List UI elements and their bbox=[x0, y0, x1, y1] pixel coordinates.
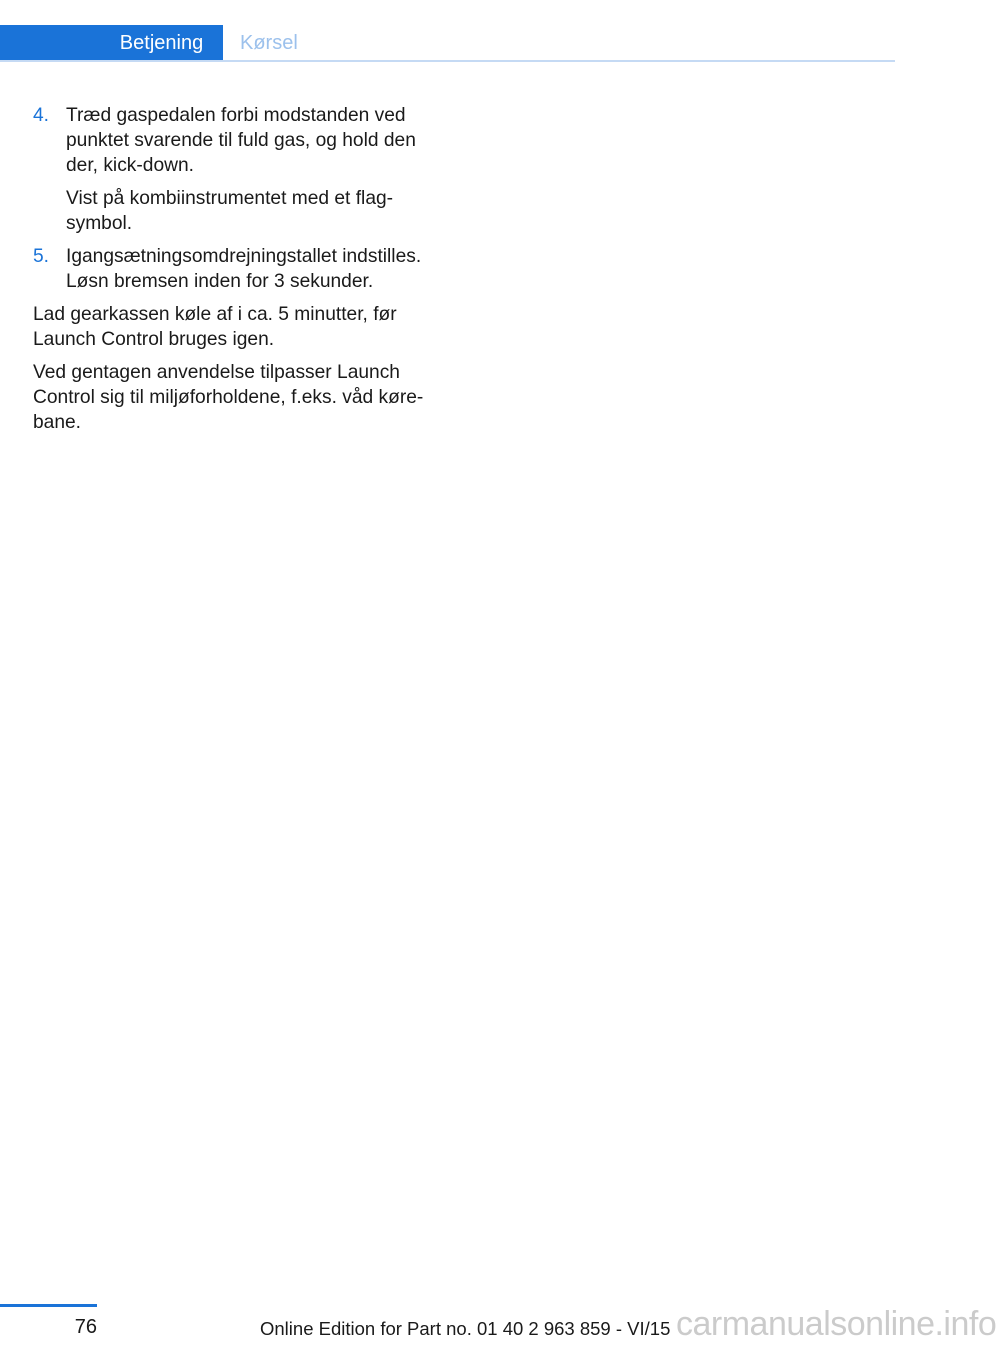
tab-korsel[interactable]: Kørsel bbox=[240, 32, 298, 54]
list-item-text bbox=[66, 244, 443, 294]
list-item-paragraph: Træd gaspedalen forbi modstanden ved punktet svarende til fuld gas, og hold den der, kick-down. bbox=[66, 105, 416, 176]
page-header bbox=[0, 0, 895, 62]
main-content bbox=[33, 103, 443, 443]
list-item-number: 4. bbox=[33, 105, 50, 126]
body-paragraph: Lad gearkassen køle af i ca. 5 minutter, før Launch Control bruges igen. bbox=[33, 304, 397, 350]
header-divider bbox=[0, 60, 895, 62]
tab-betjening[interactable]: Betjening bbox=[119, 32, 204, 54]
body-paragraph: Ved gentagen anvendelse tilpasser Launch Control sig til miljøforholdene, f.eks. våd køre-bane. bbox=[33, 362, 424, 433]
footer-divider bbox=[0, 1304, 97, 1307]
list-item-text bbox=[66, 103, 443, 236]
list-item bbox=[33, 103, 443, 236]
list-item-paragraph: Igangsætningsomdrejningstallet indstilles. Løsn bremsen inden for 3 sekunder. bbox=[66, 246, 422, 292]
list-item-number: 5. bbox=[33, 246, 50, 267]
list-item-paragraph: Vist på kombiinstrumentet med et flag-symbol. bbox=[66, 188, 394, 234]
page-number: 76 bbox=[74, 1316, 97, 1338]
watermark: carmanualsonline.info bbox=[676, 1305, 996, 1343]
list-item bbox=[33, 244, 443, 294]
edition-text: Online Edition for Part no. 01 40 2 963 859 - VI/15 bbox=[260, 1318, 671, 1339]
